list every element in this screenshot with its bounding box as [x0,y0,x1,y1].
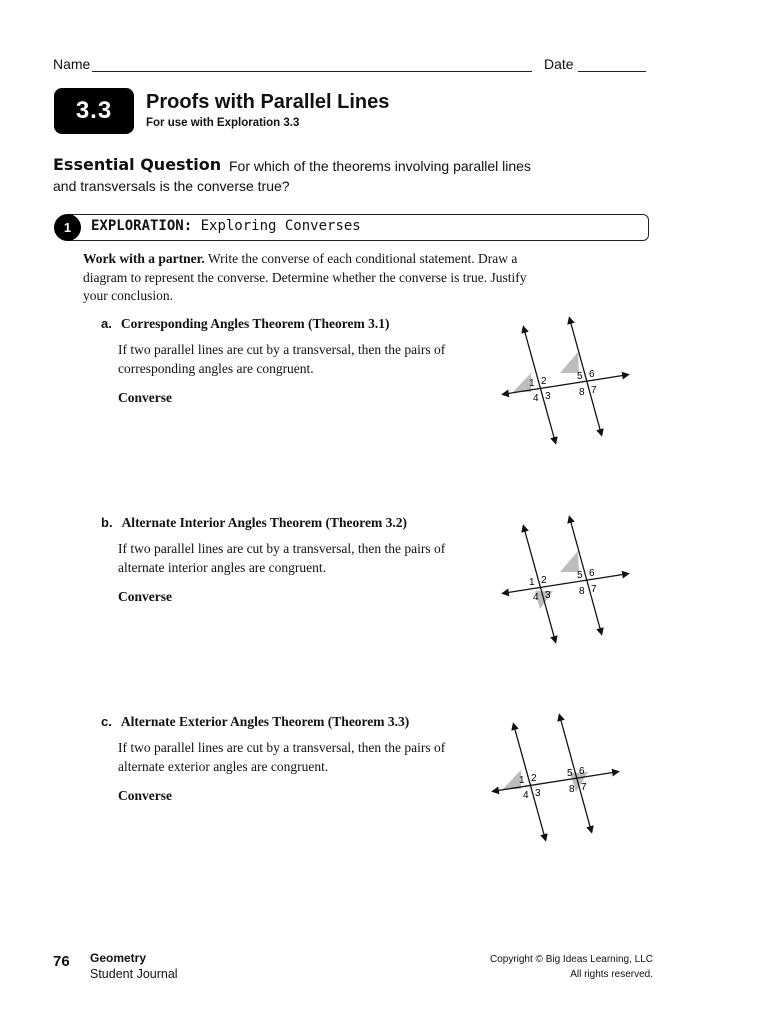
item-c-letter: c. [101,714,112,729]
item-c-line2: alternate exterior angles are congruent. [118,759,329,774]
angle-label-4: 4 [533,592,539,603]
angle-label-8: 8 [569,784,575,795]
item-b-line2: alternate interior angles are congruent. [118,560,327,575]
name-label: Name [53,56,91,72]
item-c-answer-area[interactable] [118,808,478,898]
diagram-alternate-exterior-angles [490,712,630,842]
item-c-line1: If two parallel lines are cut by a transversal, then the pairs of [118,740,446,755]
intro-line3: your conclusion. [83,288,173,303]
essential-question-text-line1: For which of the theorems involving parallel lines [229,158,531,174]
angle-label-4: 4 [523,790,529,801]
item-a-title: Corresponding Angles Theorem (Theorem 3.1) [120,316,390,331]
item-c-body [118,738,468,776]
angle-label-6: 6 [589,568,595,579]
item-a [101,315,389,333]
angle-label-2: 2 [541,376,547,387]
exploration-intro [83,250,553,306]
angle-label-2: 2 [531,773,537,784]
item-a-body [118,340,468,378]
angle-label-7: 7 [581,782,587,793]
angle-label-3: 3 [535,788,541,799]
parallel-line-2 [570,320,601,433]
page-number: 76 [53,953,70,970]
exploration-label [91,218,361,234]
item-a-line1: If two parallel lines are cut by a transversal, then the pairs of [118,342,446,357]
item-b-body [118,539,468,577]
date-field[interactable] [578,71,646,72]
angle-label-5: 5 [567,768,573,779]
footer-rights: All rights reserved. [570,969,653,980]
angle-label-7: 7 [591,385,597,396]
angle-label-2: 2 [541,575,547,586]
lesson-title: Proofs with Parallel Lines [146,91,390,113]
angle-label-6: 6 [589,369,595,380]
angle-label-1: 1 [529,378,535,389]
transversal-line [505,574,626,593]
footer-journal: Student Journal [90,967,178,981]
diagram-alternate-interior-angles [500,514,640,644]
angle-label-6: 6 [579,766,585,777]
shaded-angle-5 [560,551,579,572]
item-b-converse-label: Converse [118,589,172,604]
item-a-letter: a. [101,316,112,331]
angle-label-5: 5 [577,570,583,581]
date-label: Date [544,56,574,72]
angle-label-5: 5 [577,371,583,382]
angle-label-3: 3 [545,590,551,601]
angle-label-8: 8 [579,387,585,398]
angle-label-4: 4 [533,393,539,404]
item-c [101,713,409,731]
angle-label-1: 1 [519,775,525,786]
footer-book-title: Geometry [90,951,147,965]
item-b-answer-area[interactable] [118,609,478,699]
exploration-title: Exploring Converses [200,218,361,234]
angle-label-8: 8 [579,586,585,597]
item-c-title: Alternate Exterior Angles Theorem (Theorem 3.3) [120,714,410,729]
angle-label-3: 3 [545,391,551,402]
intro-line2: diagram to represent the converse. Determine whether the converse is true. Justify [83,269,527,285]
diagram-corresponding-angles [500,315,640,445]
footer-copyright: Copyright © Big Ideas Learning, LLC [489,954,653,965]
item-c-converse-label: Converse [118,788,172,803]
item-a-converse-label: Converse [118,390,172,405]
intro-bold: Work with a partner. [83,251,205,266]
exploration-number-badge: 1 [54,214,81,241]
exploration-label-prefix: EXPLORATION: [91,218,193,234]
item-b-title: Alternate Interior Angles Theorem (Theorem 3.2) [121,515,408,530]
lesson-number-badge: 3.3 [54,88,134,134]
essential-question-heading: Essential Question [53,155,222,174]
item-a-answer-area[interactable] [118,410,478,500]
item-b [101,514,407,532]
item-a-line2: corresponding angles are congruent. [118,361,314,376]
angle-label-7: 7 [591,584,597,595]
item-b-letter: b. [101,515,113,530]
angle-label-1: 1 [529,577,535,588]
item-b-line1: If two parallel lines are cut by a transversal, then the pairs of [118,541,446,556]
essential-question-text-line2: and transversals is the converse true? [53,178,290,194]
parallel-line-2 [570,519,601,632]
shaded-angle-5 [560,352,579,373]
lesson-subtitle: For use with Exploration 3.3 [146,117,300,129]
name-field[interactable] [92,71,532,72]
intro-line1: Write the converse of each conditional statement. Draw a [207,251,518,266]
